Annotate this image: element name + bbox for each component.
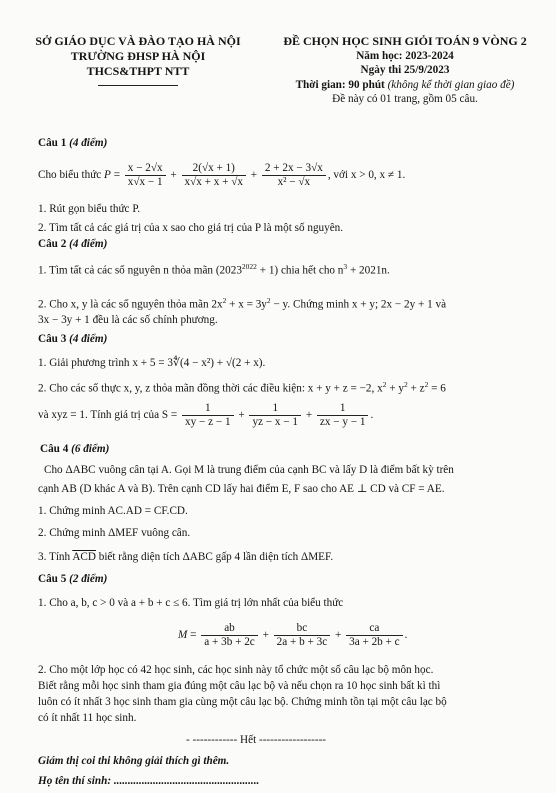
q2-part2-cont: 3x − 3y + 1 đều là các số chính phương. <box>38 314 218 326</box>
exam-time: Thời gian: 90 phút (không kể thời gian giao đề) <box>295 78 515 91</box>
q3-part2-cont: và xyz = 1. Tính giá trị của S = $\frac{1}{xy - z - 1}$ + $\frac{1}{yz - x - 1}$ + $\frac{1}{zx - y - 1}$ . <box>38 402 374 428</box>
q5-part2-2: Biết rằng mỗi học sinh tham gia đúng một câu lạc bộ và nếu chọn ra 10 học sinh bất kì thì <box>38 680 441 692</box>
q4-intro2: cạnh AB (D khác A và B). Trên cạnh CD lấy hai điểm E, F sao cho AE ⊥ CD và CF = AE. <box>38 483 445 495</box>
q3-heading: Câu 3 (4 điểm) <box>38 333 108 345</box>
q2-heading: Câu 2 (4 điểm) <box>38 238 108 250</box>
dept-name: SỞ GIÁO DỤC VÀ ĐÀO TẠO HÀ NỘI <box>35 34 241 48</box>
q1-part1: 1. Rút gọn biểu thức P. <box>38 203 141 215</box>
q3-part1: 1. Giải phương trình x + 5 = 3∜(4 − x²) + √(2 + x). <box>38 357 266 369</box>
q2-part1: 1. Tìm tất cả các số nguyên n thỏa mãn $(2023^{2022} + 1)$ chia hết cho $n^3 + 2021n$. <box>38 262 390 277</box>
exam-pages: Đề này có 01 trang, gồm 05 câu. <box>332 93 478 105</box>
q5-part2-1: 2. Cho một lớp học có 42 học sinh, các học sinh này tổ chức một số câu lạc bộ môn học. <box>38 664 434 676</box>
q4-intro1: Cho ΔABC vuông cân tại A. Gọi M là trung điểm của cạnh BC và lấy D là điểm bất kỳ trên <box>44 464 454 476</box>
end-marker: - ------------ Hết ------------------ <box>186 734 327 746</box>
candidate-name: Họ tên thí sinh: .................................................... <box>38 775 260 787</box>
q2-part2: 2. Cho x, y là các số nguyên thỏa mãn $2x^2 + x = 3y^2 - y$. Chứng minh x + y; 2x − 2y + 1 và <box>38 296 447 311</box>
proctor-note: Giám thị coi thi không giải thích gì thêm. <box>38 755 230 767</box>
header-rule <box>98 85 178 86</box>
q3-part2: 2. Cho các số thực x, y, z thỏa mãn đồng thời các điều kiện: x + y + z = −2, $x^2 + y^2 + z^2 = 6$ <box>38 380 446 395</box>
q5-expression: M = $\frac{ab}{a + 3b + 2c}$ + $\frac{bc}{2a + b + 3c}$ + $\frac{ca}{3a + 2b + c}$ . <box>178 622 408 648</box>
school-name: THCS&THPT NTT <box>86 64 190 78</box>
q1-part2: 2. Tìm tất cả các giá trị của x sao cho giá trị của P là một số nguyên. <box>38 222 344 234</box>
q5-part2-4: có ít nhất 11 học sinh. <box>38 712 137 724</box>
q1-intro: Cho biểu thức P = $\frac{x - 2√x}{x√x - 1}$ + $\frac{2(√x + 1)}{x√x + x + √x}$ + $\frac{2 + 2x - 3√x}{\text{x² − √x}}$ , với x > 0, x ≠ 1. <box>38 162 406 188</box>
q4-part3: 3. Tính $\overline{ACD}$ biết rằng diện tích ΔABC gấp 4 lần diện tích ΔMEF. <box>38 551 334 563</box>
q5-part1: 1. Cho a, b, c > 0 và a + b + c ≤ 6. Tìm giá trị lớn nhất của biểu thức <box>38 597 344 609</box>
q4-part1: 1. Chứng minh AC.AD = CF.CD. <box>38 505 188 517</box>
q1-heading: Câu 1 (4 điểm) <box>38 137 108 149</box>
exam-header <box>262 34 548 107</box>
q5-heading: Câu 5 (2 điểm) <box>38 573 108 585</box>
q5-part2-3: luôn có ít nhất 3 học sinh tham gia cùng một câu lạc bộ. Chứng minh tồn tại một câu lạc bộ <box>38 696 447 708</box>
exam-date: Ngày thi 25/9/2023 <box>360 64 450 76</box>
exam-title: ĐỀ CHỌN HỌC SINH GIỎI TOÁN 9 VÒNG 2 <box>283 34 527 48</box>
q4-heading: Câu 4 (6 điểm) <box>40 443 110 455</box>
school-header <box>18 34 258 86</box>
university-name: TRƯỜNG ĐHSP HÀ NỘI <box>70 49 206 63</box>
exam-year: Năm học: 2023-2024 <box>356 49 454 62</box>
q4-part2: 2. Chứng minh ΔMEF vuông cân. <box>38 527 191 539</box>
